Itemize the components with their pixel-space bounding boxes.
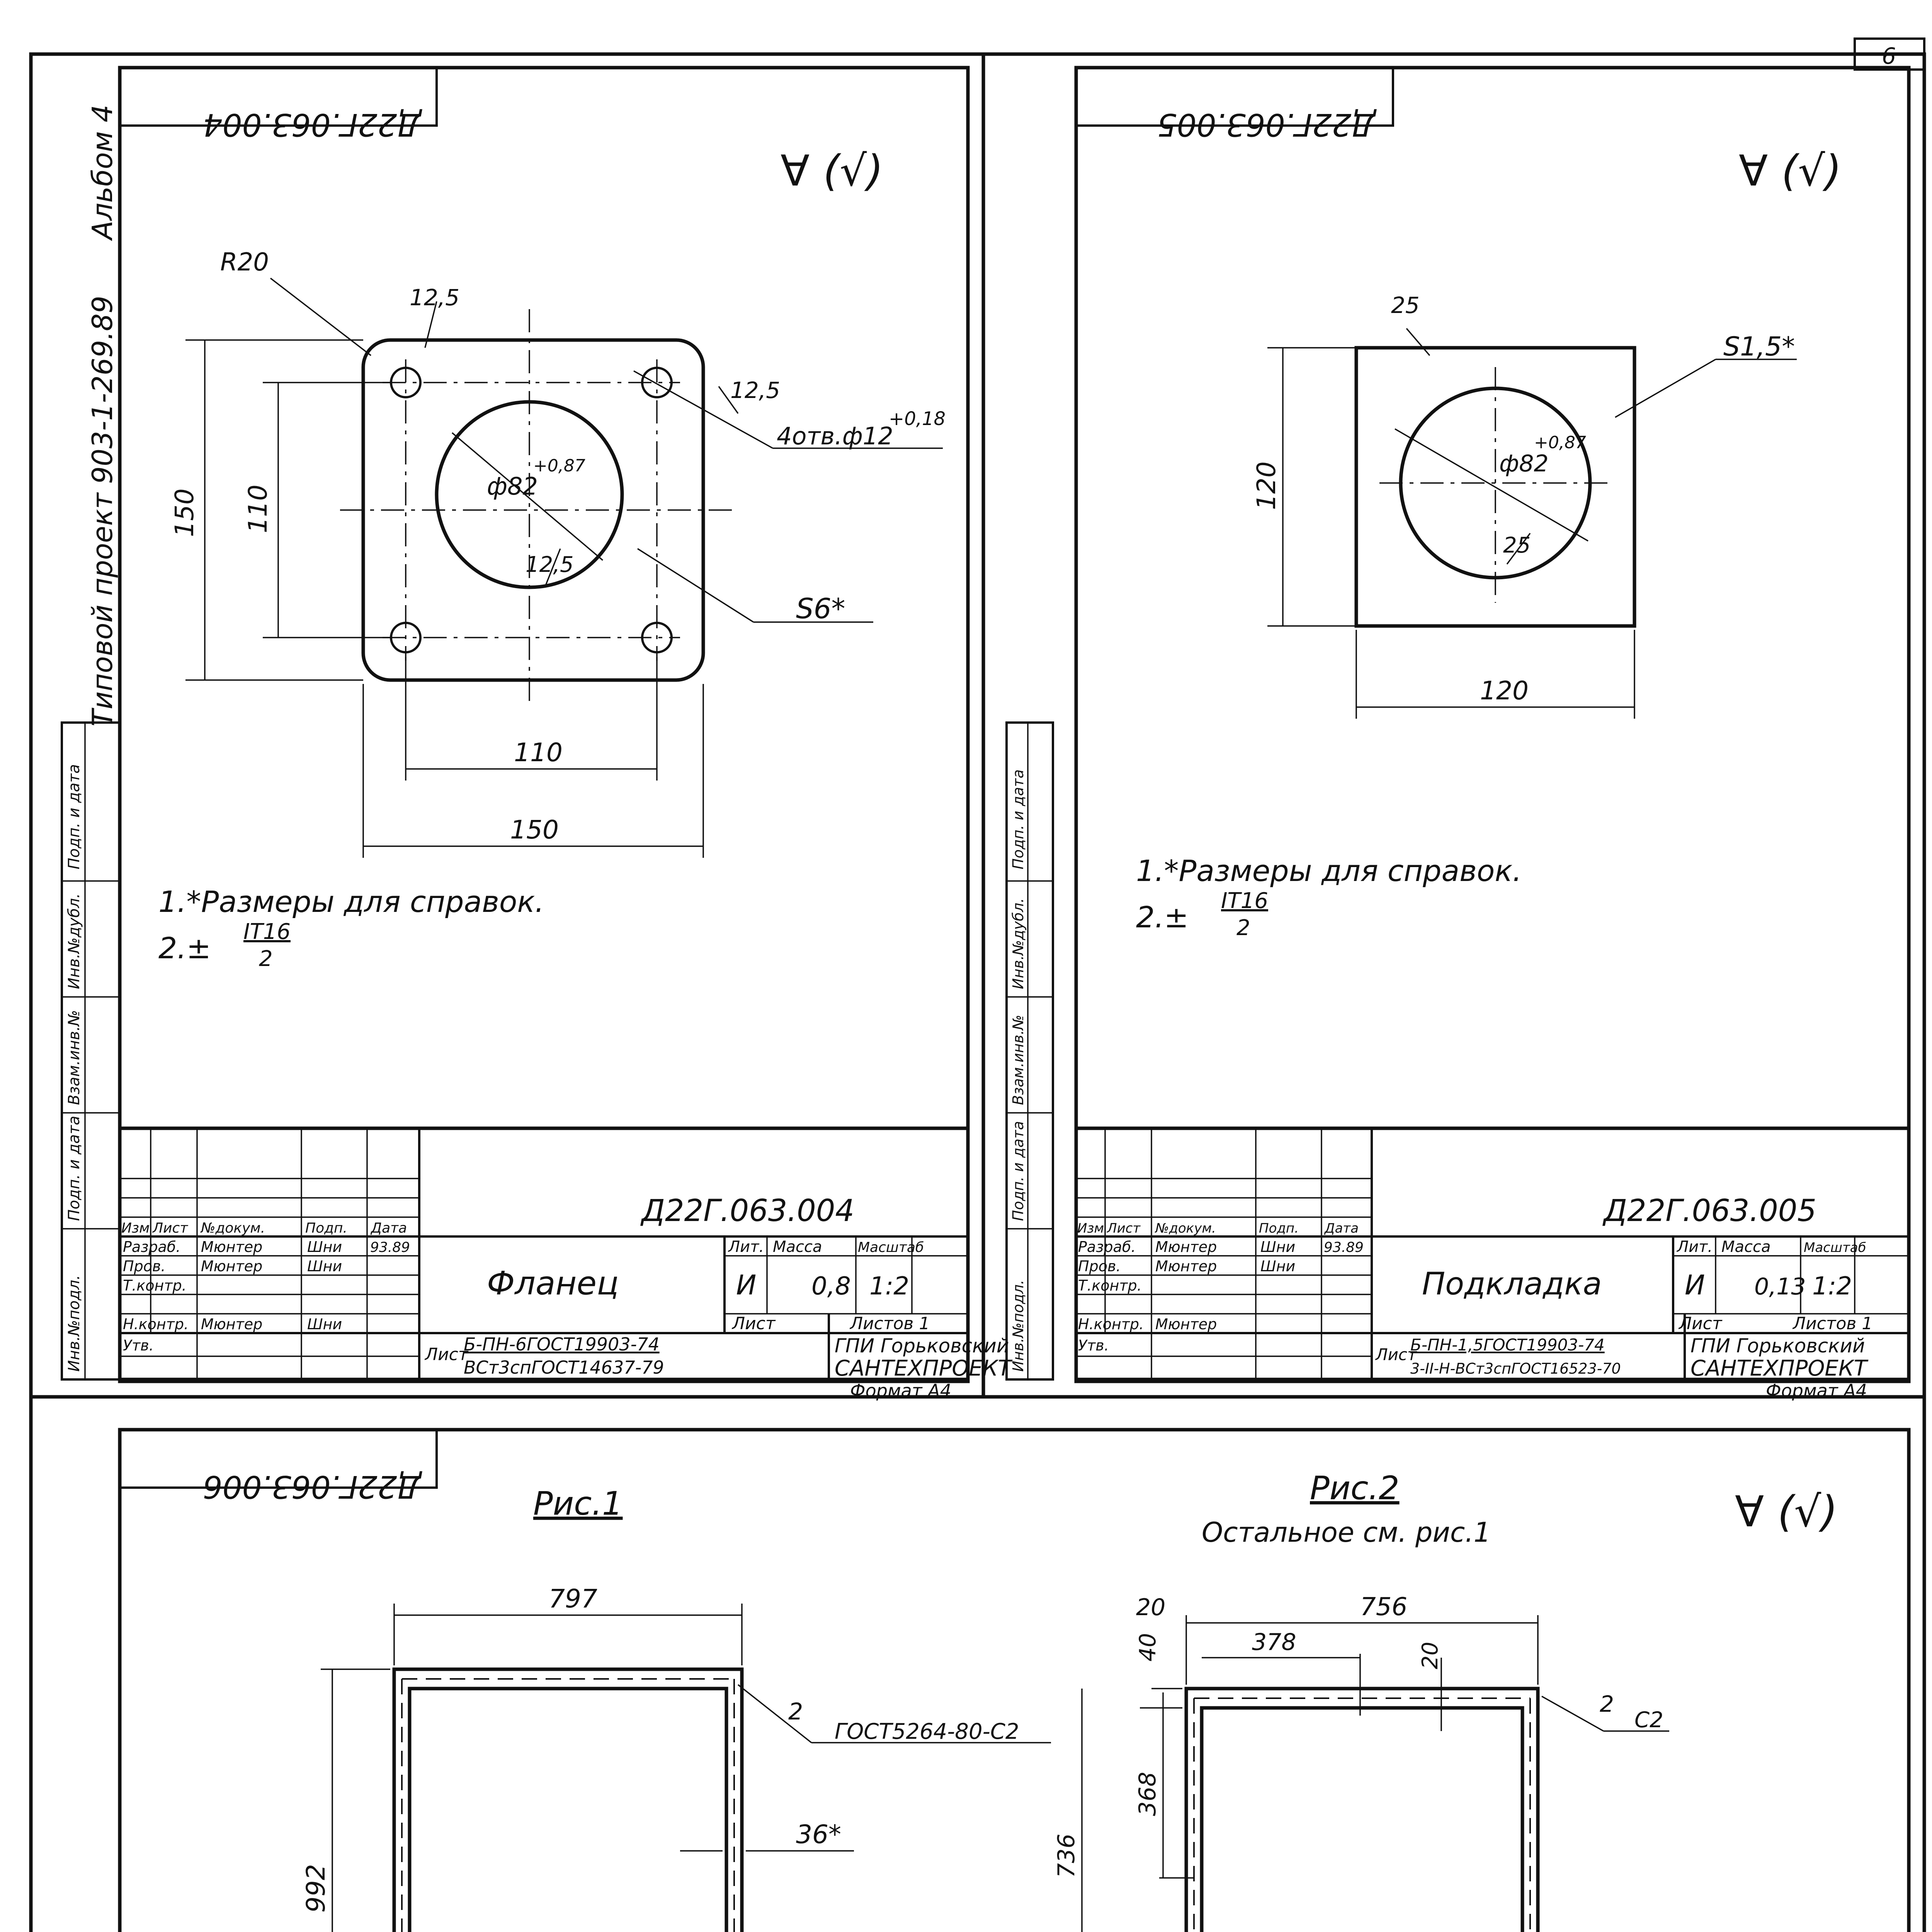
row-date: 93.89 [370, 1240, 410, 1255]
row-person: Мюнтер [1155, 1316, 1217, 1333]
row-role: Т.контр. [1078, 1277, 1142, 1294]
dim-width-120: 120 [1480, 676, 1529, 706]
format-label: Формат А4 [1766, 1380, 1867, 1401]
dim-radius: R20 [220, 248, 269, 277]
dim-20a: 20 [1136, 1594, 1166, 1621]
sheet-number: 6 [1882, 43, 1896, 69]
page-frame [31, 39, 1924, 1932]
dim-width-110: 110 [514, 738, 563, 767]
material-top: Б-ПН-6ГОСТ19903-74 [464, 1334, 660, 1355]
col-header: Лист [1107, 1221, 1141, 1236]
row-date: 93.89 [1324, 1240, 1364, 1255]
note-1: 1.*Размеры для справок. [158, 884, 544, 919]
side-stamp-label: Инв.№подл. [65, 1275, 83, 1372]
material-bottom: 3-II-Н-ВСт3спГОСТ16523-70 [1410, 1360, 1621, 1377]
material-bottom: ВСт3спГОСТ14637-79 [464, 1357, 664, 1378]
dim-368: 368 [1134, 1772, 1161, 1816]
side-stamp-label: Подп. и дата [1010, 1121, 1027, 1221]
side-stamp-label: Взам.инв.№ [65, 1010, 83, 1105]
dim-height-992: 992 [301, 1864, 331, 1913]
row-sign: Шни [307, 1316, 342, 1333]
row-sign: Шни [307, 1258, 342, 1275]
org-line1: ГПИ Горьковский [835, 1335, 1009, 1357]
dim-width-797: 797 [549, 1584, 597, 1614]
dim-2: 2 [1600, 1691, 1614, 1717]
side-stamp-top-left [62, 723, 120, 1379]
note-1: 1.*Размеры для справок. [1136, 854, 1522, 888]
album-label: Альбом 4 [86, 104, 119, 240]
dim-height-120: 120 [1252, 461, 1281, 510]
col-header: Лист [153, 1220, 188, 1236]
col-header: Подп. [305, 1220, 347, 1236]
dim-thickness: S1,5* [1723, 332, 1795, 362]
dim-holes: 4отв.ф12 [777, 422, 893, 450]
col-header: Изм [121, 1220, 150, 1236]
fig1-title: Рис.1 [533, 1485, 623, 1522]
material-top: Б-ПН-1,5ГОСТ19903-74 [1410, 1335, 1605, 1354]
dim-thickness: S6* [796, 592, 845, 625]
roughness-mark: ∀ (√) [1739, 146, 1842, 196]
dim-corner: 12,5 [730, 377, 781, 403]
sheets-header: Листов 1 [1793, 1314, 1873, 1333]
dim-bore: ф82 [487, 472, 538, 500]
org-line1: ГПИ Горьковский [1690, 1335, 1865, 1357]
sheet-header: Лист [1679, 1314, 1722, 1333]
side-stamp-label: Подп. и дата [65, 764, 83, 869]
fig2-title: Рис.2 [1310, 1469, 1400, 1507]
drawing-d004 [120, 68, 1013, 1401]
inner-frame [120, 1430, 1909, 1932]
side-stamp-top-right [1007, 723, 1053, 1379]
row-sign: Шни [1260, 1258, 1296, 1275]
dim-weld: 2 [788, 1698, 803, 1725]
row-role: Разраб. [1078, 1238, 1136, 1255]
side-stamp-label: Взам.инв.№ [1010, 1015, 1027, 1105]
row-role: Утв. [1078, 1337, 1109, 1354]
note-2: 2.± [1136, 900, 1189, 934]
note-2-den: 2 [1236, 915, 1250, 940]
scale-header: Масштаб [858, 1240, 924, 1255]
scale-header: Масштаб [1804, 1240, 1866, 1255]
row-person: Мюнтер [201, 1258, 263, 1275]
row-person: Мюнтер [1155, 1258, 1217, 1275]
title-block [120, 1128, 1013, 1381]
dim-bore: ф82 [1499, 450, 1549, 477]
drawing-d005 [1076, 68, 1909, 1401]
lit-value: И [736, 1269, 757, 1301]
note-2: 2.± [158, 931, 211, 965]
note-2-num: IT16 [1221, 888, 1268, 913]
row-role: Пров. [123, 1258, 166, 1275]
corner-code: Д22Г.063.004 [202, 107, 421, 143]
col-header: Подп. [1259, 1221, 1299, 1236]
row-role: Т.контр. [123, 1277, 187, 1294]
part-name: Фланец [487, 1264, 619, 1302]
dim-bore-tol: +0,87 [1534, 433, 1586, 452]
dim-roughness-25: 25 [1391, 292, 1420, 318]
row-role: Н.контр. [1078, 1316, 1144, 1333]
title-block [1076, 1128, 1909, 1381]
lit-value: И [1685, 1269, 1705, 1301]
weld-c2: С2 [1634, 1708, 1663, 1733]
dim-bore-tol: +0,87 [533, 456, 585, 476]
corner-code: Д22Г.063.006 [202, 1469, 421, 1505]
dim-height-150: 150 [170, 488, 199, 537]
mass-value: 0,8 [811, 1272, 851, 1301]
roughness-mark: ∀ (√) [1735, 1487, 1838, 1536]
mass-header: Масса [773, 1238, 822, 1256]
sheet-header: Лист [732, 1314, 776, 1333]
lit-header: Лит. [728, 1238, 764, 1256]
side-stamp-label: Инв.№дубл. [65, 893, 83, 989]
dim-bore-rough: 25 [1503, 533, 1531, 558]
dim-378: 378 [1252, 1629, 1296, 1656]
col-header: Изм [1077, 1221, 1104, 1236]
fig2-stand [1053, 1593, 1785, 1932]
material-prefix: Лист [1376, 1345, 1417, 1364]
note-2-den: 2 [259, 946, 273, 971]
fig1-stand [301, 1584, 1051, 1932]
doc-code: Д22Г.063.005 [1604, 1194, 1816, 1228]
dim-width-150: 150 [510, 815, 559, 845]
side-stamp-label: Инв.№дубл. [1010, 898, 1027, 989]
row-role: Н.контр. [123, 1316, 189, 1333]
inner-frame [1076, 68, 1909, 1381]
scale-value: 1:2 [1812, 1272, 1852, 1301]
weld-standard: ГОСТ5264-80-С2 [835, 1719, 1019, 1744]
org-line2: САНТЕХПРОЕКТ [1690, 1356, 1867, 1381]
note-2-num: IT16 [243, 919, 291, 944]
org-line2: САНТЕХПРОЕКТ [835, 1356, 1011, 1381]
row-person: Мюнтер [1155, 1238, 1217, 1255]
dim-holes-tol: +0,18 [889, 408, 946, 430]
project-label: Типовой проект 903-1-269.89 [86, 296, 119, 726]
part-name: Подкладка [1422, 1266, 1602, 1302]
row-role: Пров. [1078, 1258, 1121, 1275]
drawing-d006 [120, 1430, 1909, 1932]
side-stamp-label: Инв.№подл. [1010, 1279, 1027, 1372]
row-person: Мюнтер [201, 1238, 263, 1255]
dim-756: 756 [1360, 1593, 1408, 1621]
row-role: Утв. [123, 1337, 154, 1354]
corner-code: Д22Г.063.005 [1157, 107, 1376, 143]
lit-header: Лит. [1677, 1238, 1713, 1256]
row-sign: Шни [307, 1238, 342, 1255]
row-sign: Шни [1260, 1238, 1296, 1255]
col-header: Дата [371, 1220, 407, 1236]
col-header: №докум. [1155, 1221, 1216, 1236]
fig2-subtitle: Остальное см. рис.1 [1202, 1517, 1491, 1548]
roughness-mark: ∀ (√) [781, 146, 884, 196]
dim-40: 40 [1134, 1633, 1161, 1662]
doc-code: Д22Г.063.004 [641, 1194, 854, 1228]
row-role: Разраб. [123, 1238, 181, 1255]
mass-header: Масса [1721, 1238, 1771, 1256]
scale-value: 1:2 [869, 1272, 909, 1301]
row-person: Мюнтер [201, 1316, 263, 1333]
col-header: Дата [1325, 1221, 1359, 1236]
dim-bore-rough: 12,5 [526, 552, 574, 577]
dim-736: 736 [1053, 1833, 1080, 1878]
dim-36: 36* [796, 1820, 841, 1849]
side-stamp-label: Подп. и дата [1010, 769, 1027, 869]
dim-20b: 20 [1418, 1641, 1443, 1669]
format-label: Формат А4 [850, 1380, 951, 1401]
col-header: №докум. [201, 1220, 265, 1236]
side-stamp-label: Подп. и дата [65, 1116, 83, 1221]
mass-value: 0,13 [1754, 1273, 1806, 1300]
dim-corner: 12,5 [410, 284, 460, 311]
sheets-header: Листов 1 [850, 1314, 930, 1333]
dim-height-110: 110 [243, 485, 273, 533]
material-prefix: Лист [425, 1345, 468, 1364]
